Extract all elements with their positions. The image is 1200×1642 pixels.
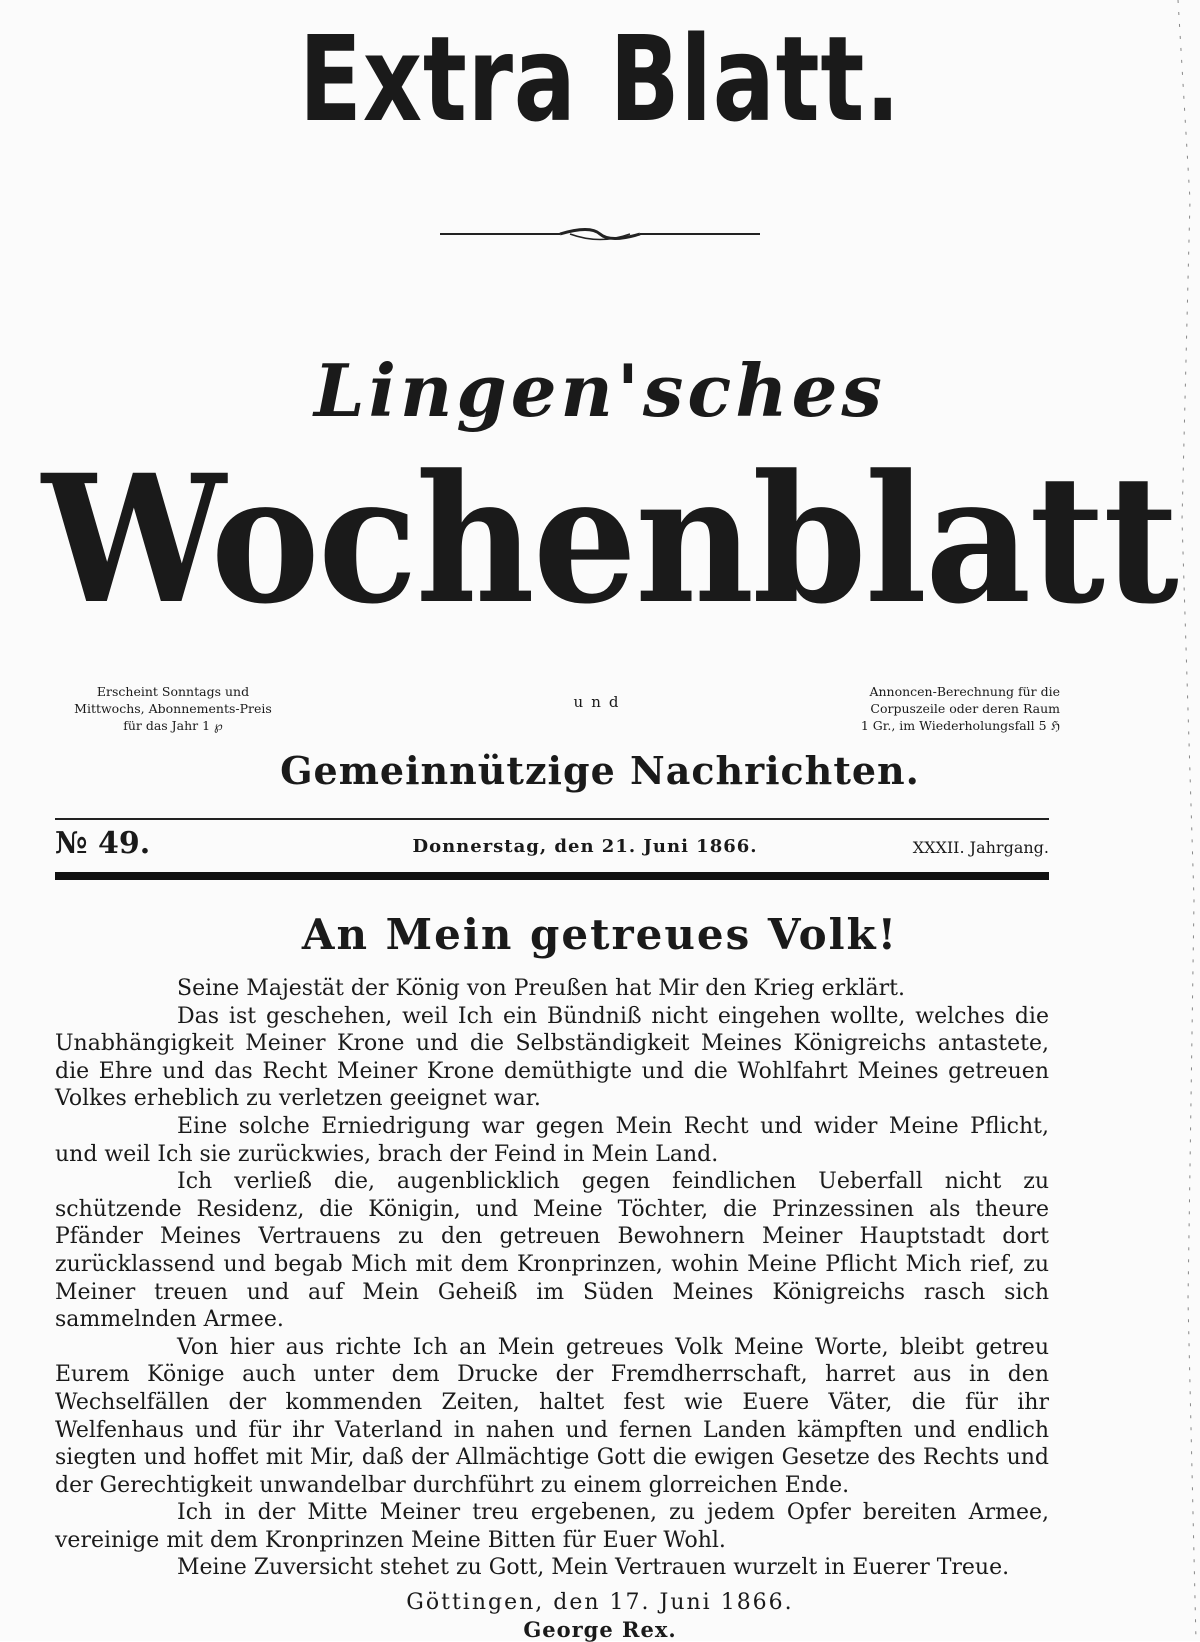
place-and-date: Göttingen, den 17. Juni 1866.: [406, 1590, 794, 1615]
article-paragraph: Das ist geschehen, weil Ich ein Bündniß nicht eingehen wollte, welches die Unabhängigkeit Meiner Krone und die Selbständigkeit Meines Königreichs antastete, die Ehre und das Recht Meiner Krone demüthigte und die Wohlfahrt Meines getreuen Volkes erheblich zu verletzen geeignet war.: [55, 1003, 1049, 1112]
subscription-note-line: Erscheint Sonntags und: [96, 684, 250, 699]
article-headline: An Mein getreues Volk!: [301, 910, 899, 959]
masthead-connector: und: [573, 693, 627, 711]
masthead-subtitle: Gemeinnützige Nachrichten.: [280, 748, 920, 793]
article-paragraph: Eine solche Erniedrigung war gegen Mein Recht und wider Meine Pflicht, und weil Ich sie zurückwies, brach der Feind in Mein Land.: [55, 1113, 1049, 1167]
advert-note-line: Annoncen-Berechnung für die: [869, 684, 1060, 699]
article-paragraph: Ich verließ die, augenblicklich gegen feindlichen Ueberfall nicht zu schützende Residenz, die Königin, und Meine Töchter, die Prinzessinen als theure Pfänder Meines Vertrauens zu den getreuen Bewohnern Meiner Hauptstadt dort zurücklassend und begab Mich mit dem Kronprinzen, wohin Meine Pflicht Mich rief, zu Meiner treuen und auf Mein Geheiß im Süden Meines Königreichs rasch sich sammelnden Armee.: [55, 1169, 1049, 1333]
newspaper-name-main: Wochenblatt: [42, 436, 1177, 643]
rule-divider: [55, 818, 1049, 820]
article-paragraph: Seine Majestät der König von Preußen hat Mir den Krieg erklärt.: [177, 976, 905, 1001]
article-body: [55, 975, 1049, 1582]
subscription-note-line: für das Jahr 1 ℘: [123, 718, 223, 733]
advert-note-line: Corpuszeile oder deren Raum: [870, 701, 1060, 716]
extra-blatt-title: Extra Blatt.: [299, 10, 901, 148]
ornament-divider: [440, 223, 760, 245]
signature: George Rex.: [523, 1617, 677, 1642]
issue-volume: XXXII. Jahrgang.: [912, 838, 1049, 857]
article-paragraph: Ich in der Mitte Meiner treu ergebenen, zu jedem Opfer bereiten Armee, vereinige mit dem Kronprinzen Meine Bitten für Euer Wohl.: [55, 1500, 1049, 1553]
issue-number: № 49.: [55, 826, 151, 861]
scan-edge-marks: [1160, 0, 1200, 1641]
advert-note-line: 1 Gr., im Wiederholungsfall 5 ℌ: [860, 718, 1060, 733]
issue-line: [55, 826, 1049, 866]
article-paragraph: Meine Zuversicht stehet zu Gott, Mein Vertrauen wurzelt in Euerer Treue.: [177, 1555, 1010, 1581]
article-paragraph: Von hier aus richte Ich an Mein getreues Volk Meine Worte, bleibt getreu Eurem Könige auch unter dem Drucke der Fremdherrschaft, harret aus in den Wechselfällen der kommenden Zeiten, haltet fest wie Euere Väter, die für ihr Welfenhaus und für ihr Vaterland in nahen und fernen Landen kämpften und endlich siegten und hoffet mit Mir, daß der Allmächtige Gott die ewigen Gesetze des Rechts und der Gerechtigkeit unwandelbar durchführt zu einem glorreichen Ende.: [55, 1334, 1049, 1498]
subscription-note-line: Mittwochs, Abonnements-Preis: [74, 701, 272, 716]
issue-date: Donnerstag, den 21. Juni 1866.: [412, 836, 758, 857]
rule-divider-thick: [55, 872, 1049, 880]
newspaper-name-top: Lingen'sches: [314, 348, 886, 433]
subscription-note: [48, 683, 298, 734]
advert-pricing-note: [800, 683, 1060, 734]
